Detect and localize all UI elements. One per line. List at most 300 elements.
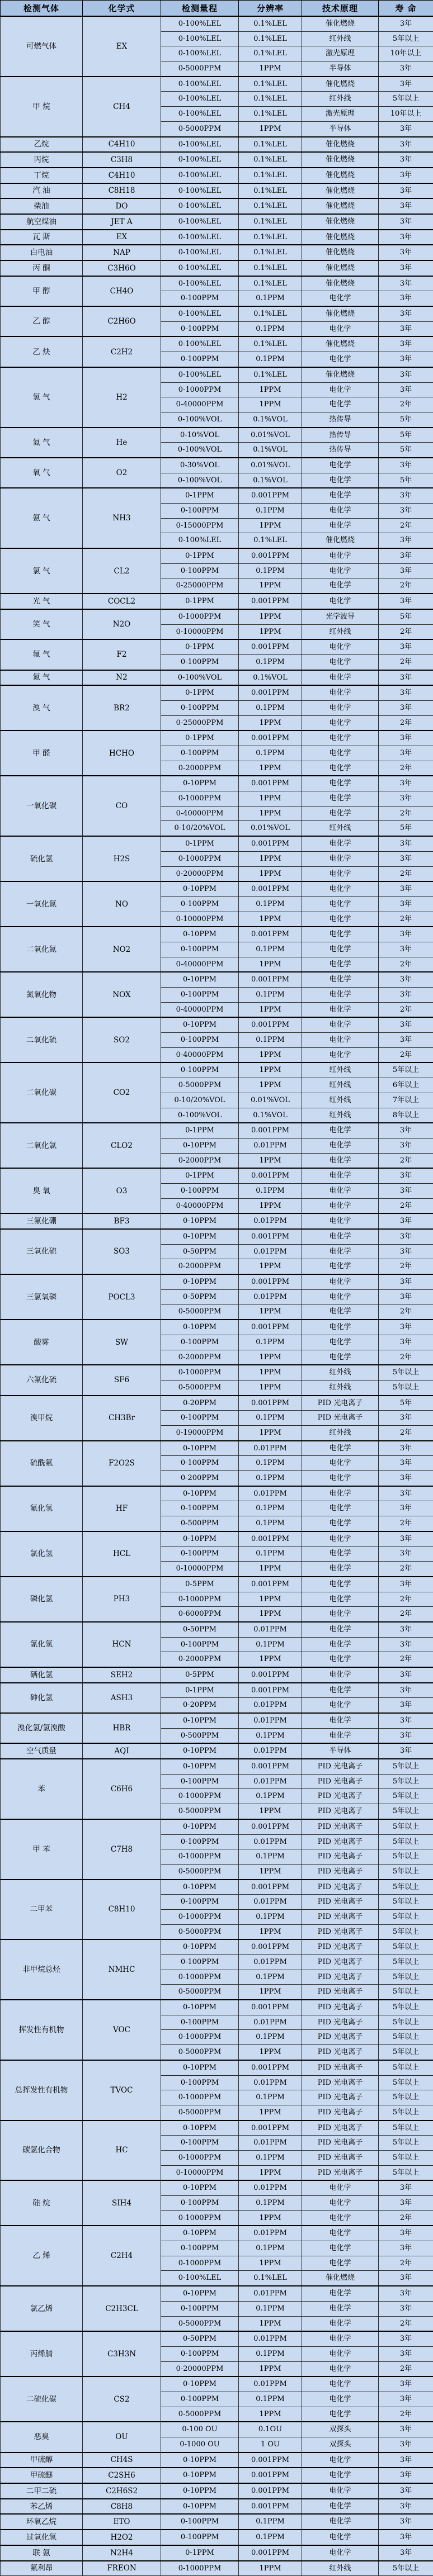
table-row (1, 776, 433, 791)
lifespan-cell: 3年 (379, 168, 433, 183)
formula-cell: HBR (83, 1713, 161, 1743)
gas-name-cell: 臭 氧 (1, 1168, 83, 1213)
resolution-cell: 0.01PPM (239, 1895, 302, 1910)
principle-cell: 电化学 (302, 1592, 379, 1607)
principle-cell: 催化燃烧 (302, 367, 379, 382)
resolution-cell: 0.001PPM (239, 1759, 302, 1774)
principle-cell: 电化学 (302, 2301, 379, 2316)
resolution-cell: 0.1PPM (239, 2241, 302, 2256)
range-cell: 0-100PPM (161, 2075, 239, 2090)
principle-cell: 电化学 (302, 1516, 379, 1531)
range-cell: 0-1PPM (161, 1683, 239, 1698)
principle-cell: 电化学 (302, 1531, 379, 1546)
gas-name-cell: 硅 烷 (1, 2180, 83, 2226)
range-cell: 0-5000PPM (161, 1078, 239, 1093)
resolution-cell: 0.1%LEL (239, 198, 302, 214)
principle-cell: 电化学 (302, 1002, 379, 1017)
resolution-cell: 1PPM (239, 1562, 302, 1577)
table-row (1, 2180, 433, 2195)
resolution-cell: 0.01PPM (239, 2075, 302, 2090)
lifespan-cell: 3年 (379, 746, 433, 761)
lifespan-cell: 3年 (379, 260, 433, 276)
gas-name-cell: 三氧化硫 (1, 1229, 83, 1274)
principle-cell: 催化燃烧 (302, 336, 379, 352)
resolution-cell: 0.001PPM (239, 1168, 302, 1183)
lifespan-cell: 5年以上 (379, 2136, 433, 2151)
range-cell: 0-20000PPM (161, 866, 239, 881)
gas-name-cell: 氢 气 (1, 367, 83, 428)
resolution-cell: 0.1PPM (239, 1471, 302, 1486)
range-cell: 0-20PPM (161, 1698, 239, 1713)
resolution-cell: 1PPM (239, 1924, 302, 1939)
lifespan-cell: 5年以上 (379, 1365, 433, 1380)
formula-cell: SIH4 (83, 2180, 161, 2226)
resolution-cell: 1PPM (239, 1304, 302, 1320)
gas-name-cell: 丙 酮 (1, 260, 83, 276)
principle-cell: 电化学 (302, 746, 379, 761)
lifespan-cell: 3年 (379, 458, 433, 473)
resolution-cell: 1PPM (239, 1198, 302, 1213)
table-row (1, 1396, 433, 1411)
range-cell: 0-19000PPM (161, 1425, 239, 1440)
lifespan-cell: 5年以上 (379, 1062, 433, 1078)
principle-cell: 催化燃烧 (302, 77, 379, 92)
range-cell: 0-10PPM (161, 2120, 239, 2136)
principle-cell: PID 光电离子 (302, 2015, 379, 2030)
range-cell: 0-10000PPM (161, 2165, 239, 2180)
lifespan-cell: 5年以上 (379, 1880, 433, 1895)
resolution-cell: 0.1PPM (239, 1033, 302, 1048)
resolution-cell: 1PPM (239, 1380, 302, 1395)
range-cell: 0-200PPM (161, 1471, 239, 1486)
resolution-cell: 0.01PPM (239, 1213, 302, 1229)
gas-name-cell: 柴油 (1, 198, 83, 214)
range-cell: 0-5PPM (161, 1667, 239, 1683)
formula-cell: C2SH6 (83, 2468, 161, 2483)
lifespan-cell: 3年 (379, 972, 433, 987)
formula-cell: SEH2 (83, 1667, 161, 1683)
table-row (1, 1880, 433, 1895)
gas-name-cell: 乙 醇 (1, 306, 83, 336)
table-row (1, 230, 433, 245)
range-cell: 0-1000PPM (161, 1909, 239, 1924)
lifespan-cell: 3年 (379, 2437, 433, 2452)
resolution-cell: 1PPM (239, 2045, 302, 2060)
formula-cell: C2H2 (83, 336, 161, 367)
principle-cell: 电化学 (302, 1229, 379, 1244)
lifespan-cell: 3年 (379, 730, 433, 746)
lifespan-cell: 5年 (379, 609, 433, 624)
principle-cell: 电化学 (302, 1259, 379, 1274)
gas-name-cell: 汽 油 (1, 183, 83, 199)
lifespan-cell: 5年以上 (379, 1955, 433, 1970)
gas-name-cell: 光 气 (1, 594, 83, 609)
principle-cell: 电化学 (302, 2468, 379, 2483)
formula-cell: H2O2 (83, 2530, 161, 2545)
range-cell: 0-10PPM (161, 1441, 239, 1456)
gas-name-cell: 挥发性有机物 (1, 2000, 83, 2060)
lifespan-cell: 5年以上 (379, 1849, 433, 1865)
range-cell: 0-5000PPM (161, 2105, 239, 2120)
lifespan-cell: 3年 (379, 1183, 433, 1198)
table-row (1, 16, 433, 31)
principle-cell: 红外线 (302, 2561, 379, 2576)
range-cell: 0-2000PPM (161, 1259, 239, 1274)
range-cell: 0-100%LEL (161, 168, 239, 183)
range-cell: 0-100%LEL (161, 230, 239, 245)
resolution-cell: 0.01%VOL (239, 458, 302, 473)
range-cell: 0-40000PPM (161, 957, 239, 972)
lifespan-cell: 2年 (379, 866, 433, 881)
resolution-cell: 0.001PPM (239, 2499, 302, 2515)
range-cell: 0-40000PPM (161, 1047, 239, 1062)
lifespan-cell: 2年 (379, 1047, 433, 1062)
principle-cell: 电化学 (302, 1577, 379, 1592)
gas-name-cell: 酸雾 (1, 1320, 83, 1365)
gas-name-cell: 空气质量 (1, 1743, 83, 1759)
principle-cell: PID 光电离子 (302, 1970, 379, 1985)
range-cell: 0-5000PPM (161, 61, 239, 77)
lifespan-cell: 2年 (379, 2361, 433, 2376)
resolution-cell: 1PPM (239, 1002, 302, 1017)
resolution-cell: 0.1PPM (239, 654, 302, 670)
range-cell: 0-1000PPM (161, 851, 239, 866)
resolution-cell: 0.001PPM (239, 1819, 302, 1834)
formula-cell: C8H18 (83, 183, 161, 199)
range-cell: 0-100%LEL (161, 367, 239, 382)
table-row (1, 1274, 433, 1289)
lifespan-cell: 3年 (379, 306, 433, 321)
table-row (1, 2376, 433, 2392)
lifespan-cell: 3年 (379, 700, 433, 715)
range-cell: 0-10PPM (161, 2452, 239, 2468)
lifespan-cell: 2年 (379, 1259, 433, 1274)
lifespan-cell: 3年 (379, 639, 433, 654)
lifespan-cell: 3年 (379, 2530, 433, 2545)
lifespan-cell: 3年 (379, 291, 433, 306)
gas-name-cell: 三氟化硼 (1, 1213, 83, 1229)
table-row (1, 1939, 433, 1954)
range-cell: 0-100PPM (161, 1501, 239, 1516)
resolution-cell: 1PPM (239, 957, 302, 972)
principle-cell: 催化燃烧 (302, 214, 379, 230)
range-cell: 0-1000PPM (161, 1849, 239, 1865)
gas-name-cell: 过氧化氢 (1, 2530, 83, 2545)
resolution-cell: 0.001PPM (239, 685, 302, 700)
principle-cell: 电化学 (302, 942, 379, 957)
principle-cell: PID 光电离子 (302, 1880, 379, 1895)
resolution-cell: 0.001PPM (239, 836, 302, 851)
resolution-cell: 0.1PPM (239, 563, 302, 578)
range-cell: 0-100PPM (161, 654, 239, 670)
principle-cell: 热传导 (302, 428, 379, 443)
table-row (1, 2514, 433, 2530)
lifespan-cell: 3年 (379, 137, 433, 153)
range-cell: 0-5000PPM (161, 1304, 239, 1320)
resolution-cell: 0.1PPM (239, 1970, 302, 1985)
lifespan-cell: 3年 (379, 1289, 433, 1304)
principle-cell: 热传导 (302, 443, 379, 458)
principle-cell: 电化学 (302, 1168, 379, 1183)
formula-cell: C2H6S2 (83, 2483, 161, 2499)
principle-cell: 电化学 (302, 670, 379, 686)
formula-cell: He (83, 428, 161, 458)
gas-name-cell: 氰化氢 (1, 1622, 83, 1667)
principle-cell: PID 光电离子 (302, 2165, 379, 2180)
lifespan-cell: 3年 (379, 1168, 433, 1183)
gas-name-cell: 六氟化硫 (1, 1365, 83, 1395)
resolution-cell: 0.1%VOL (239, 412, 302, 427)
range-cell: 0-100PPM (161, 352, 239, 367)
lifespan-cell: 3年 (379, 533, 433, 548)
lifespan-cell: 3年 (379, 2392, 433, 2407)
range-cell: 0-2000PPM (161, 1153, 239, 1168)
gas-name-cell: 乙 炔 (1, 336, 83, 367)
lifespan-cell: 5年以上 (379, 31, 433, 46)
table-row (1, 685, 433, 700)
table-row (1, 2499, 433, 2515)
lifespan-cell: 3年 (379, 1501, 433, 1516)
formula-cell: EX (83, 16, 161, 77)
resolution-cell: 0.1%LEL (239, 306, 302, 321)
range-cell: 0-30%VOL (161, 458, 239, 473)
table-row (1, 2545, 433, 2561)
resolution-cell: 0.01%VOL (239, 821, 302, 836)
gas-name-cell: 二氧化硫 (1, 1017, 83, 1062)
range-cell: 0-5000PPM (161, 1864, 239, 1879)
lifespan-cell: 5年 (379, 821, 433, 836)
range-cell: 0-1PPM (161, 548, 239, 563)
table-row (1, 77, 433, 92)
principle-cell: 电化学 (302, 730, 379, 746)
table-row (1, 2452, 433, 2468)
lifespan-cell: 3年 (379, 488, 433, 503)
range-cell: 0-50PPM (161, 1244, 239, 1259)
range-cell: 0-2000PPM (161, 1350, 239, 1365)
range-cell: 0-40000PPM (161, 397, 239, 412)
lifespan-cell: 3年 (379, 276, 433, 291)
lifespan-cell: 2年 (379, 397, 433, 412)
principle-cell: 红外线 (302, 1062, 379, 1078)
range-cell: 0-100PPM (161, 1834, 239, 1849)
resolution-cell: 0.001PPM (239, 488, 302, 503)
range-cell: 0-5000PPM (161, 1804, 239, 1819)
gas-name-cell: 氧 气 (1, 458, 83, 488)
principle-cell: 电化学 (302, 504, 379, 519)
lifespan-cell: 3年 (379, 121, 433, 136)
range-cell: 0-100%LEL (161, 533, 239, 548)
resolution-cell: 0.1%LEL (239, 214, 302, 230)
range-cell: 0-100 OU (161, 2422, 239, 2437)
resolution-cell: 0.1PPM (239, 746, 302, 761)
table-row (1, 1017, 433, 1032)
principle-cell: PID 光电离子 (302, 1909, 379, 1924)
range-cell: 0-1000PPM (161, 1365, 239, 1380)
lifespan-cell: 10年以上 (379, 46, 433, 61)
formula-cell: SW (83, 1320, 161, 1365)
range-cell: 0-50PPM (161, 1622, 239, 1637)
lifespan-cell: 2年 (379, 1652, 433, 1667)
resolution-cell: 1PPM (239, 2316, 302, 2331)
resolution-cell: 0.1PPM (239, 1501, 302, 1516)
resolution-cell: 0.001PPM (239, 2120, 302, 2136)
principle-cell: 电化学 (302, 639, 379, 654)
principle-cell: PID 光电离子 (302, 2150, 379, 2165)
resolution-cell: 0.001PPM (239, 1123, 302, 1138)
resolution-cell: 0.001PPM (239, 2545, 302, 2561)
lifespan-cell: 3年 (379, 1743, 433, 1759)
range-cell: 0-100%LEL (161, 245, 239, 260)
resolution-cell: 1PPM (239, 1425, 302, 1440)
gas-name-cell: 硫酰氟 (1, 1441, 83, 1486)
principle-cell: 催化燃烧 (302, 533, 379, 548)
formula-cell: POCL3 (83, 1274, 161, 1320)
principle-cell: 电化学 (302, 1562, 379, 1577)
lifespan-cell: 2年 (379, 912, 433, 927)
resolution-cell: 0.1PPM (239, 2514, 302, 2530)
resolution-cell: 1PPM (239, 761, 302, 776)
resolution-cell: 0.001PPM (239, 2468, 302, 2483)
resolution-cell: 0.01PPM (239, 2331, 302, 2346)
principle-cell: 激光原理 (302, 46, 379, 61)
lifespan-cell: 3年 (379, 1320, 433, 1335)
range-cell: 0-1000 OU (161, 2437, 239, 2452)
resolution-cell: 1PPM (239, 1153, 302, 1168)
range-cell: 0-40000PPM (161, 806, 239, 821)
formula-cell: N2 (83, 670, 161, 686)
range-cell: 0-1PPM (161, 685, 239, 700)
principle-cell: PID 光电离子 (302, 2030, 379, 2045)
table-row (1, 260, 433, 276)
lifespan-cell: 3年 (379, 836, 433, 851)
resolution-cell: 0.1%LEL (239, 152, 302, 168)
principle-cell: 电化学 (302, 1607, 379, 1622)
range-cell: 0-10PPM (161, 1017, 239, 1032)
principle-cell: PID 光电离子 (302, 2075, 379, 2090)
principle-cell: 催化燃烧 (302, 168, 379, 183)
formula-cell: NO2 (83, 927, 161, 972)
range-cell: 0-5PPM (161, 1577, 239, 1592)
principle-cell: 电化学 (302, 836, 379, 851)
lifespan-cell: 2年 (379, 1607, 433, 1622)
range-cell: 0-5000PPM (161, 1985, 239, 2000)
principle-cell: 电化学 (302, 791, 379, 807)
principle-cell: 电化学 (302, 1138, 379, 1153)
principle-cell: 电化学 (302, 1546, 379, 1562)
gas-name-cell: 硒化氢 (1, 1667, 83, 1683)
lifespan-cell: 2年 (379, 1516, 433, 1531)
principle-cell: 红外线 (302, 31, 379, 46)
resolution-cell: 1PPM (239, 1365, 302, 1380)
range-cell: 0-10PPM (161, 776, 239, 791)
resolution-cell: 0.001PPM (239, 1577, 302, 1592)
principle-cell: 电化学 (302, 851, 379, 866)
resolution-cell: 0.001PPM (239, 639, 302, 654)
range-cell: 0-100PPM (161, 896, 239, 912)
principle-cell: PID 光电离子 (302, 1864, 379, 1879)
resolution-cell: 1PPM (239, 791, 302, 807)
table-row (1, 836, 433, 851)
resolution-cell: 0.1%LEL (239, 533, 302, 548)
principle-cell: 电化学 (302, 972, 379, 987)
principle-cell: 电化学 (302, 2392, 379, 2407)
resolution-cell: 1PPM (239, 806, 302, 821)
table-row (1, 1168, 433, 1183)
lifespan-cell: 8年以上 (379, 1108, 433, 1123)
resolution-cell: 0.1PPM (239, 1909, 302, 1924)
principle-cell: 电化学 (302, 563, 379, 578)
resolution-cell: 0.1PPM (239, 942, 302, 957)
table-row (1, 245, 433, 260)
lifespan-cell: 3年 (379, 1213, 433, 1229)
lifespan-cell: 3年 (379, 2226, 433, 2241)
resolution-cell: 1PPM (239, 397, 302, 412)
principle-cell: 电化学 (302, 1320, 379, 1335)
resolution-cell: 0.1PPM (239, 291, 302, 306)
lifespan-cell: 2年 (379, 2316, 433, 2331)
resolution-cell: 0.01PPM (239, 1622, 302, 1637)
lifespan-cell: 3年 (379, 1622, 433, 1637)
principle-cell: 电化学 (302, 761, 379, 776)
principle-cell: 电化学 (302, 1335, 379, 1350)
formula-cell: CO (83, 776, 161, 836)
lifespan-cell: 3年 (379, 896, 433, 912)
range-cell: 0-100PPM (161, 504, 239, 519)
table-row (1, 2561, 433, 2576)
resolution-cell: 0.01PPM (239, 2136, 302, 2151)
gas-name-cell: 氟化氢 (1, 1486, 83, 1531)
principle-cell: 电化学 (302, 896, 379, 912)
formula-cell: HC (83, 2120, 161, 2181)
resolution-cell: 0.001PPM (239, 1939, 302, 1954)
principle-cell: 电化学 (302, 1213, 379, 1229)
resolution-cell: 1PPM (239, 578, 302, 594)
lifespan-cell: 2年 (379, 1304, 433, 1320)
principle-cell: PID 光电离子 (302, 1895, 379, 1910)
range-cell: 0-100%LEL (161, 306, 239, 321)
gas-name-cell: 可燃气体 (1, 16, 83, 77)
range-cell: 0-5000PPM (161, 2316, 239, 2331)
resolution-cell: 0.001PPM (239, 1274, 302, 1289)
range-cell: 0-100PPM (161, 2530, 239, 2545)
resolution-cell: 1PPM (239, 1078, 302, 1093)
resolution-cell: 0.001PPM (239, 1880, 302, 1895)
gas-name-cell: 瓦 斯 (1, 230, 83, 245)
lifespan-cell: 3年 (379, 594, 433, 609)
resolution-cell: 0.01%VOL (239, 1093, 302, 1108)
principle-cell: 电化学 (302, 1047, 379, 1062)
range-cell: 0-100%VOL (161, 412, 239, 427)
formula-cell: NMHC (83, 1939, 161, 2000)
formula-cell: BR2 (83, 685, 161, 730)
table-row (1, 367, 433, 382)
formula-cell: NH3 (83, 488, 161, 548)
lifespan-cell: 2年 (379, 761, 433, 776)
principle-cell: PID 光电离子 (302, 2120, 379, 2136)
gas-name-cell: 甲 苯 (1, 1819, 83, 1880)
range-cell: 0-100%LEL (161, 336, 239, 352)
range-cell: 0-1PPM (161, 1168, 239, 1183)
formula-cell: CLO2 (83, 1123, 161, 1168)
table-row (1, 1743, 433, 1759)
table-header (1, 1, 433, 17)
table-row (1, 488, 433, 503)
lifespan-cell: 3年 (379, 245, 433, 260)
range-cell: 0-1000PPM (161, 2561, 239, 2576)
principle-cell: 电化学 (302, 1017, 379, 1032)
principle-cell: 电化学 (302, 2226, 379, 2241)
resolution-cell: 0.1PPM (239, 321, 302, 336)
